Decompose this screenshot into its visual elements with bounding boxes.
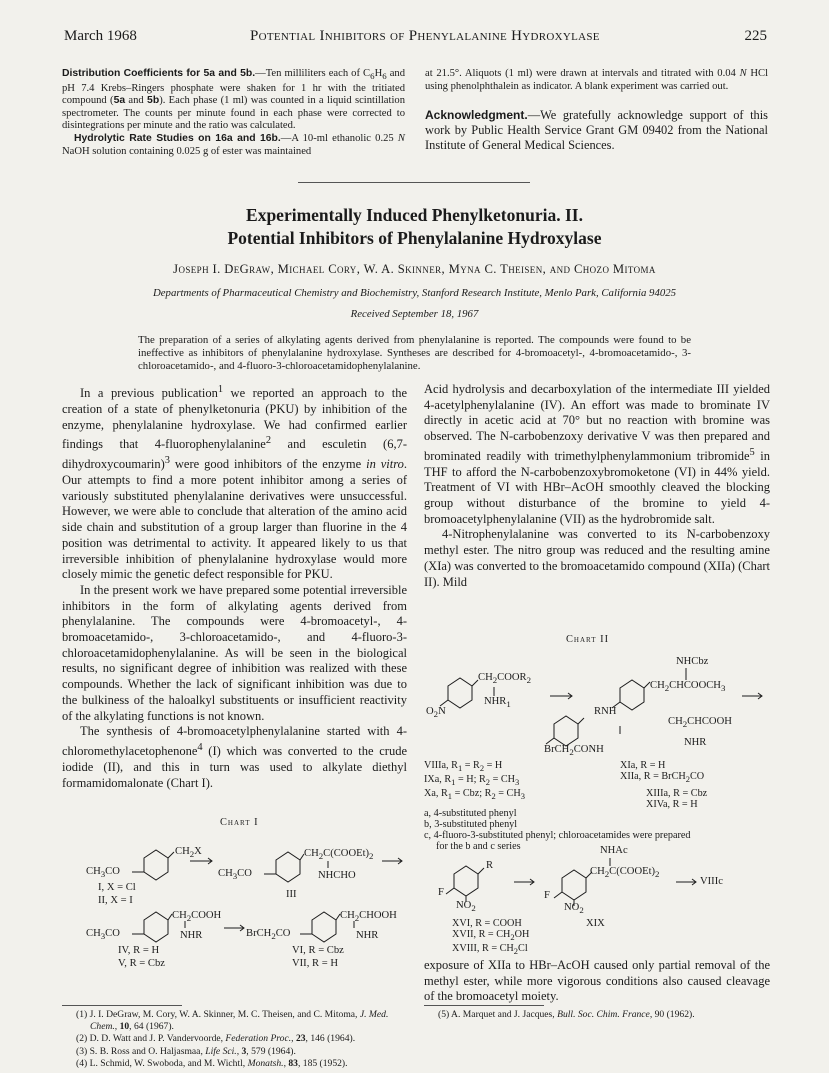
compound-XVI-fluoro: F: [438, 887, 444, 898]
compound-XIX-label: XIX: [586, 918, 605, 929]
article-title-line2: Potential Inhibitors of Phenylalanine Hydroxylase: [227, 228, 602, 248]
compound-XI-amine: RNH: [594, 706, 617, 717]
body-left-column: In a previous publication$^1$ we reported an approach to the creation of a state of phenylketonuria (PKU) by inhibition of the enzyme, phenylalanine hydroxylase. We had confirmed earlier findings that 4-fluorophenylalanine$^2$ and esculetin (6,7-dihydroxycoumarin)$^3$ were good inhibitors of the enzyme in vitro. Our attempts to find a more potent inhibitor among a series of variously substituted phenylalanine derivatives were unsuccessful. However, we were able to conclude that alteration of the amino acid side chain and substitution of a group larger than fluorine in the 4 position was detrimental to activity. It appeared likely to us that irreversible inhibition of phenylalanine hydroxylase would more closely mimic the genetic defect responsible for PKU. In the present work we have prepared some potential irreversible inhibitors in the form of alkylating agents derived from phenylalanine. The compounds were 4-bromoacetyl-, 4-bromoacetamido-, 3-chloroacetamido-, and 4-fluoro-3-chloroacetamidophenylalanine. As will be seen in the biological results, no significant degree of inhibition was realized with these compounds. Whether the lack of significant inhibition was due to the bulkiness of the haloalkyl substituents or insufficient reactivity of the alkylating functions is not known. The synthesis of 4-bromoacetylphenylalanine started with 4-chloromethylacetophenone$^4$ (I) which was converted to the crude iodide (II), and this in turn was used to alkylate diethyl formamidomalonate (Chart I).: [62, 384, 407, 790]
compound-I-label: I, X = Cl: [98, 882, 136, 893]
compound-XIX-fluoro: F: [544, 890, 550, 901]
compound-XIII-amine: NHR: [684, 737, 707, 748]
affiliation: Departments of Pharmaceutical Chemistry and Biochemistry, Stanford Research Institute, Menlo Park, California 94025: [152, 287, 677, 299]
prev-article-experimental-right: at 21.5°. Aliquots (1 ml) were drawn at intervals and titrated with 0.04 N HCl using phenolphthalein as indicator. A blank experiment was carried out.: [425, 68, 769, 92]
compound-XIII-substituent: $CH_2CHCOOH$: [668, 716, 732, 730]
compound-IV-substituent: $CH_2COOH$: [172, 910, 222, 924]
compounds-VIII-X-labels: VIIIa, $R_1 = R_2 = H$ IXa, $R_1 = H$; $R_2 = CH_3$ Xa, $R_1$ = Cbz; $R_2 = CH_3$: [424, 760, 525, 802]
compound-I-substituent: $CH_2X$: [175, 846, 202, 860]
compound-XIX-nitro: $NO_2$: [564, 902, 584, 916]
compound-XI-substituent: $CH_2CHCOOCH_3$: [650, 680, 726, 694]
compound-XI-cbz: NHCbz: [676, 656, 709, 667]
compound-IV-label: IV, R = H: [118, 945, 160, 956]
compound-VI-acyl: BrCH$_2$CO: [246, 928, 291, 942]
benzene-ring-VI: [312, 912, 336, 942]
compound-VIII-nitro: $O_2N$: [426, 706, 446, 720]
footnotes-right: (5) A. Marquet and J. Jacques, Bull. Soc. Chim. France, 90 (1962).: [438, 1009, 695, 1020]
compound-VII-label: VII, R = H: [292, 958, 338, 969]
compound-VIII-substituent: $CH_2COOR_2$: [478, 672, 531, 686]
compound-XVI-nitro: $NO_2$: [456, 900, 476, 914]
compound-XIX-acetamide: NHAc: [600, 845, 628, 856]
compound-VI-amine: NHR: [356, 930, 379, 941]
compounds-XI-XII-labels: XIa, R = H XIIa, R = BrCH$_2$CO: [620, 760, 705, 785]
compound-VI-label: VI, R = Cbz: [292, 945, 344, 956]
chart2-scheme-top: [424, 646, 770, 756]
benzene-ring-XI: [620, 680, 644, 710]
body-right-column: Acid hydrolysis and decarboxylation of the intermediate III yielded 4-acetylphenylalanine (IV). An effort was made to brominate IV directly in acetic acid at 70° but no reaction with bromine was observed. The N-carbobenzoxy derivative V was then prepared and brominated readily with trimethylphenylammonium tribromide$^5$ in THF to afford the N-carbobenzoxybromoketone (VI) in 44% yield. Treatment of VI with HBr–AcOH smoothly cleaved the blocking group without disturbance of the bromine to yield 4-bromoacetylphenylalanine (VII) as the hydrobromide salt. 4-Nitrophenylalanine was converted to its N-carbobenzoxy methyl ester. The nitro group was reduced and the resulting amine (XIa) was converted to the bromoacetamido compound (XIIa) (Chart II). Mild: [424, 382, 770, 589]
compound-IV-amine: NHR: [180, 930, 203, 941]
footnote-rule-right: [424, 1005, 544, 1006]
compound-III-substituent: $CH_2C(COOEt)_2$: [304, 848, 374, 862]
benzene-ring-XIII: [554, 716, 578, 746]
compound-XVI-R: R: [486, 860, 494, 871]
page-number: 225: [744, 28, 767, 44]
benzene-ring-I: [144, 850, 168, 880]
prev-article-experimental-left: Distribution Coefficients for 5a and 5b.—Ten milliliters each of $C_6H_6$ and pH 7.4 Krebs–Ringers phosphate were shaken for 1 hr with the tritiated compound (5a and 5b). Each phase (1 ml) was counted in a liquid scintillation spectrometer. The counts per minute found in each phase were corrected to disintegrations per minute and the ratio was calculated. Hydrolytic Rate Studies on 16a and 16b.—A 10-ml ethanolic 0.25 N NaOH solution containing 0.025 g of ester was maintained: [62, 68, 405, 157]
compounds-XVI-XVIII-labels: XVI, R = COOH XVII, $R = CH_2OH$ XVIII, $R = CH_2Cl$: [452, 918, 530, 957]
compound-VI-substituent: $CH_2CHOOH$: [340, 910, 397, 924]
chart2-label: Chart II: [566, 634, 610, 645]
compound-III-acyl: $CH_3CO$: [218, 868, 252, 882]
abstract: The preparation of a series of alkylating agents derived from phenylalanine is reported. The compounds were found to be ineffective as inhibitors of phenylalanine hydroxylase. Syntheses are described for 4-bromoacetyl-, 4-bromoacetamido-, 3-chloroacetamido-, and 4-fluoro-3-chloroacetamidophenylalanine.: [138, 334, 691, 372]
compound-II-label: II, X = I: [98, 895, 133, 906]
benzene-ring-IV: [144, 912, 168, 942]
footnotes-left: (1) J. I. DeGraw, M. Cory, W. A. Skinner, M. C. Theisen, and C. Mitoma, J. Med. Chem., 10, 64 (1967). (2) D. D. Watt and J. P. Vandervoorde, Federation Proc., 23, 146 (1964). (3) S. B. Ross and O. Haljasmaa, Life Sci., 3, 579 (1964). (4) L. Schmid, W. Swoboda, and M. Wichtl, Monatsh., 83, 185 (1952).: [76, 1009, 389, 1069]
acknowledgment: Acknowledgment.—We gratefully acknowledge support of this work by Public Health Service Grant GM 09402 from the National Institute of General Medical Sciences.: [425, 108, 768, 153]
compound-VIII-amine: $NHR_1$: [484, 696, 511, 710]
received-date: Received September 18, 1967: [350, 308, 479, 320]
compound-I-acyl: $CH_3CO$: [86, 866, 120, 880]
running-title: Potential Inhibitors of Phenylalanine Hydroxylase: [250, 28, 600, 44]
chart1-label: Chart I: [220, 817, 259, 828]
compound-V-label: V, R = Cbz: [118, 958, 165, 969]
body-right-continuation: exposure of XIIa to HBr–AcOH caused only partial removal of the methyl ester, while more vigorous conditions also caused cleavage of the bromoacetyl moiety.: [424, 958, 770, 1004]
compound-XIII-acyl: BrCH$_2$CONH: [544, 744, 604, 758]
compound-III-label: III: [286, 889, 297, 900]
article-title-line1: Experimentally Induced Phenylketonuria. II.: [246, 205, 583, 225]
footnote-rule-left: [62, 1005, 182, 1006]
chart2-notes: a, 4-substituted phenyl b, 3-substituted phenyl c, 4-fluoro-3-substituted phenyl; chloroacetamides were prepared for the b and c series: [424, 808, 691, 852]
section-divider: [298, 182, 530, 183]
compound-IV-acyl: $CH_3CO$: [86, 928, 120, 942]
benzene-ring-XIX: [562, 870, 586, 900]
benzene-ring-III: [276, 852, 300, 882]
compound-XIX-substituent: $CH_2C(COOEt)_2$: [590, 866, 660, 880]
benzene-ring-XVI: [454, 866, 478, 896]
authors: Joseph I. DeGraw, Michael Cory, W. A. Skinner, Myna C. Theisen, and Chozo Mitoma: [173, 262, 656, 276]
compounds-XIII-XIV-labels: XIIIa, R = Cbz XIVa, R = H: [646, 788, 708, 810]
compound-III-amide: NHCHO: [318, 870, 356, 881]
header-date: March 1968: [64, 28, 137, 44]
benzene-ring-VIII: [448, 678, 472, 708]
chart2-arrow-target: VIIIc: [700, 876, 723, 887]
